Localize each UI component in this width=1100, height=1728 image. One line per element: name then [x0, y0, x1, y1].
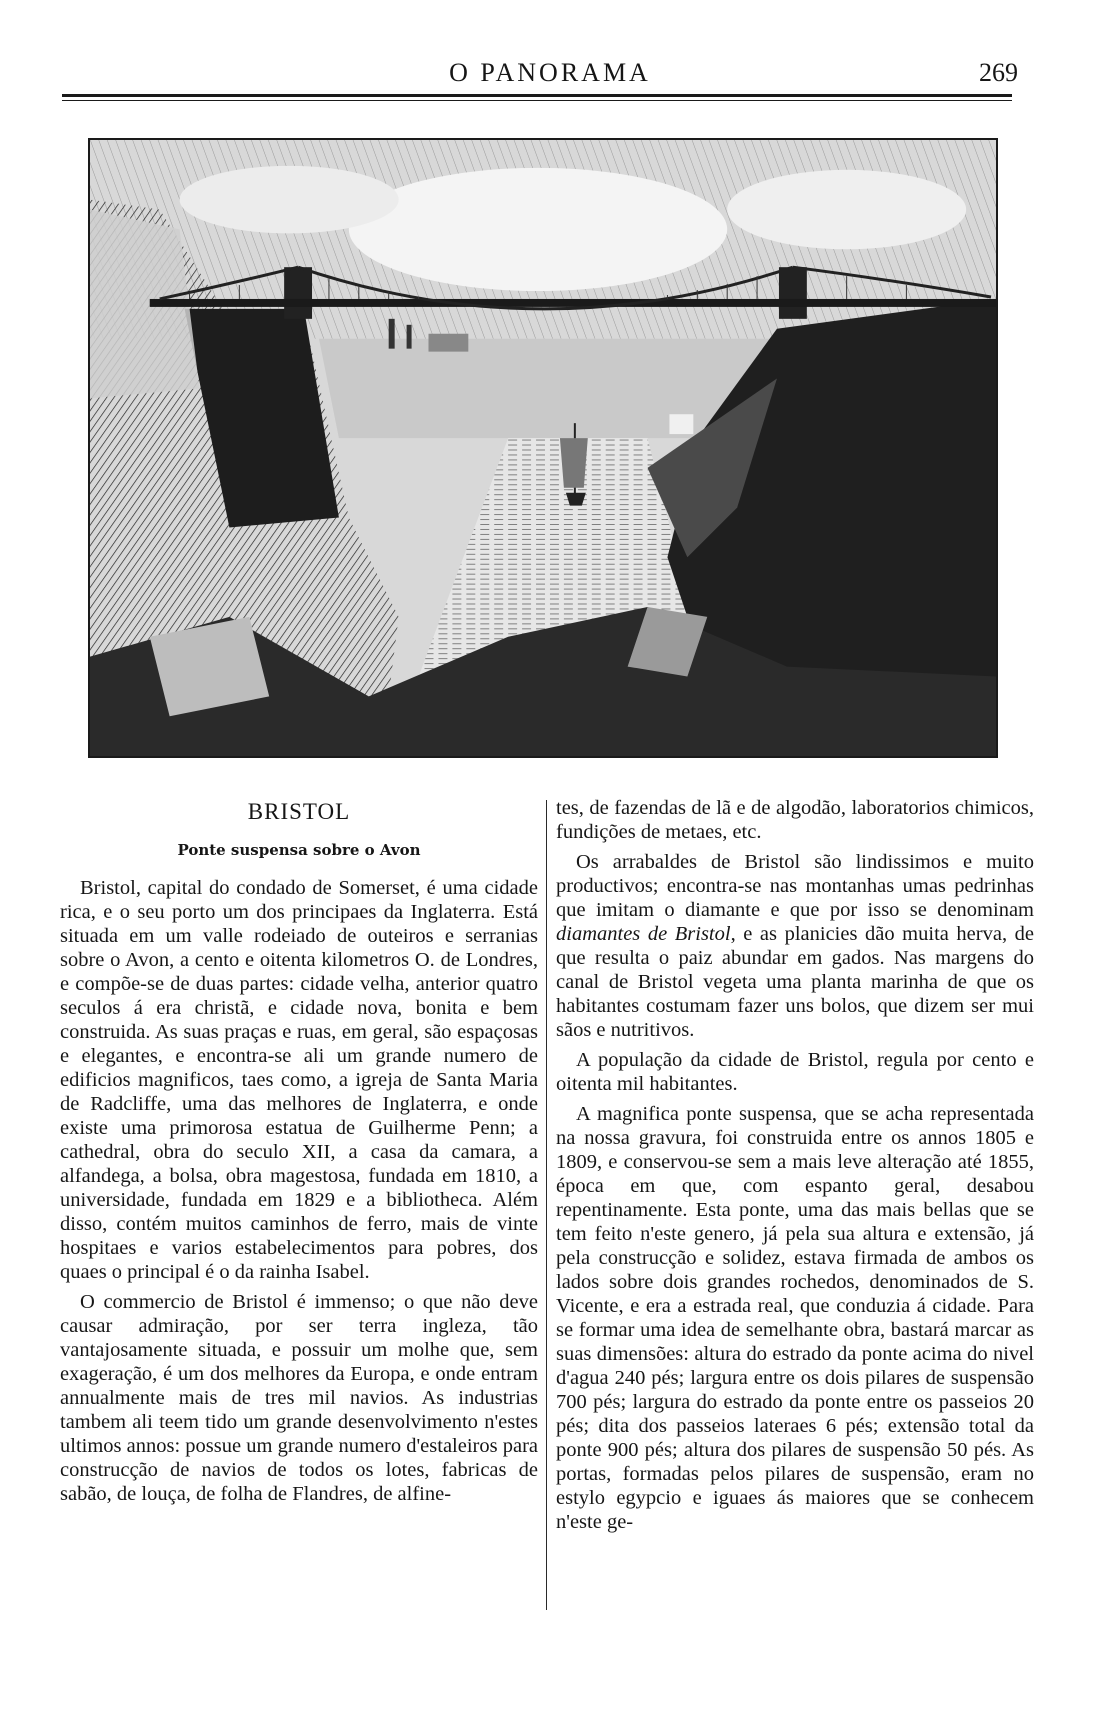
- paragraph: A população da cidade de Bristol, regula por cento e oitenta mil habitantes.: [556, 1049, 1034, 1095]
- engraving-illustration: [90, 140, 996, 756]
- bridge-tower-right: [779, 267, 807, 319]
- italic-phrase: diamantes de Bristol: [556, 923, 731, 945]
- cloud: [349, 168, 727, 291]
- article-subtitle: Ponte suspensa sobre o Avon: [177, 841, 421, 859]
- running-header-title: O PANORAMA: [449, 58, 651, 87]
- paragraph-text: , e as planicies dão muita herva, de que resulta o paiz abundar em gados. Nas margens do canal de Bristol vegeta uma planta marinha de que os habitantes costumam fazer uns bolos, que dizem ser mui sãos e nutritivos.: [556, 923, 1034, 1041]
- paragraph: A magnifica ponte suspensa, que se acha representada na nossa gravura, foi construida entre os annos 1805 e 1809, e conservou-se sem a mais leve alteração até 1855, época em que, com espanto geral, desabou repentinamente. Esta ponte, uma das mais bellas que se tem feito n'este genero, já pela sua altura e extensão, já pela construcção e solidez, estava firmada de ambos os lados sobre dois grandes rochedos, denominados de S. Vicente, e era a estrada real, que conduzia á cidade. Para se formar uma idea de semelhante obra, bastará marcar as suas dimensões: altura do estrado da ponte acima do nivel d'agua 240 pés; largura entre os dois pilares de suspensão 700 pés; largura do estrado da ponte entre os passeios 20 pés; dita dos passeios lateraes 6 pés; extensão total da ponte 900 pés; altura dos pilares de suspensão 50 pés. As portas, formadas pelos pilares de suspensão, eram no estylo egypcio e iguaes ás maiores que se conhecem n'este ge-: [556, 1103, 1034, 1533]
- paragraph-text: Os arrabaldes de Bristol são lindissimos e muito productivos; encontra-se nas montanhas umas pedrinhas que imitam o diamante e que por isso se denominam: [556, 851, 1034, 921]
- bridge-engraving: [88, 138, 998, 758]
- text-column-left: [60, 796, 538, 1506]
- header-rule-thick: [62, 94, 1012, 97]
- paragraph: [556, 850, 1034, 1042]
- text-column-right: [556, 796, 1034, 1534]
- column-divider: [546, 800, 547, 1610]
- paragraph: tes, de fazendas de lã e de algodão, laboratorios chimicos, fundições de metaes, etc.: [556, 797, 1034, 843]
- bridge-tower-left: [284, 267, 312, 319]
- article-title: BRISTOL: [247, 799, 351, 824]
- page-number: 269: [979, 58, 1018, 87]
- bridge-deck: [150, 299, 996, 307]
- header-rule-thin: [62, 100, 1012, 101]
- paragraph: O commercio de Bristol é immenso; o que não deve causar admiração, por ser terra ingleza, tão vantajosamente situada, e possuir um molhe que, sem exageração, é um dos melhores da Europa, e onde entram annualmente mais de tres mil navios. As industrias tambem ali teem tido um grande desenvolvimento n'estes ultimos annos: possue um grande numero d'estaleiros para construcção de navios de todos os lotes, fabricas de sabão, de louça, de folha de Flandres, de alfine-: [60, 1291, 538, 1505]
- paragraph: Bristol, capital do condado de Somerset, é uma cidade rica, e o seu porto um dos principaes da Inglaterra. Está situada em um valle rodeiado de outeiros e serranias sobre o Avon, a cento e oitenta kilometros O. de Londres, e compõe-se de duas partes: cidade velha, anterior quatro seculos á era christã, e cidade nova, bonita e bem construida. As suas praças e ruas, em geral, são espaçosas e elegantes, e encontra-se ali um grande numero de edificios magnificos, taes como, a igreja de Santa Maria de Radcliffe, uma das melhores de Inglaterra, e onde existe uma primorosa estatua de Guilherme Penn; a cathedral, obra do seculo XII, a casa da camara, a alfandega, a bolsa, obra magestosa, fundada em 1810, a universidade, fundada em 1829 e a bibliotheca. Além disso, contém muitos caminhos de ferro, mais de vinte hospitaes e varios estabelecimentos para pobres, dos quaes o principal é o da rainha Isabel.: [60, 877, 538, 1283]
